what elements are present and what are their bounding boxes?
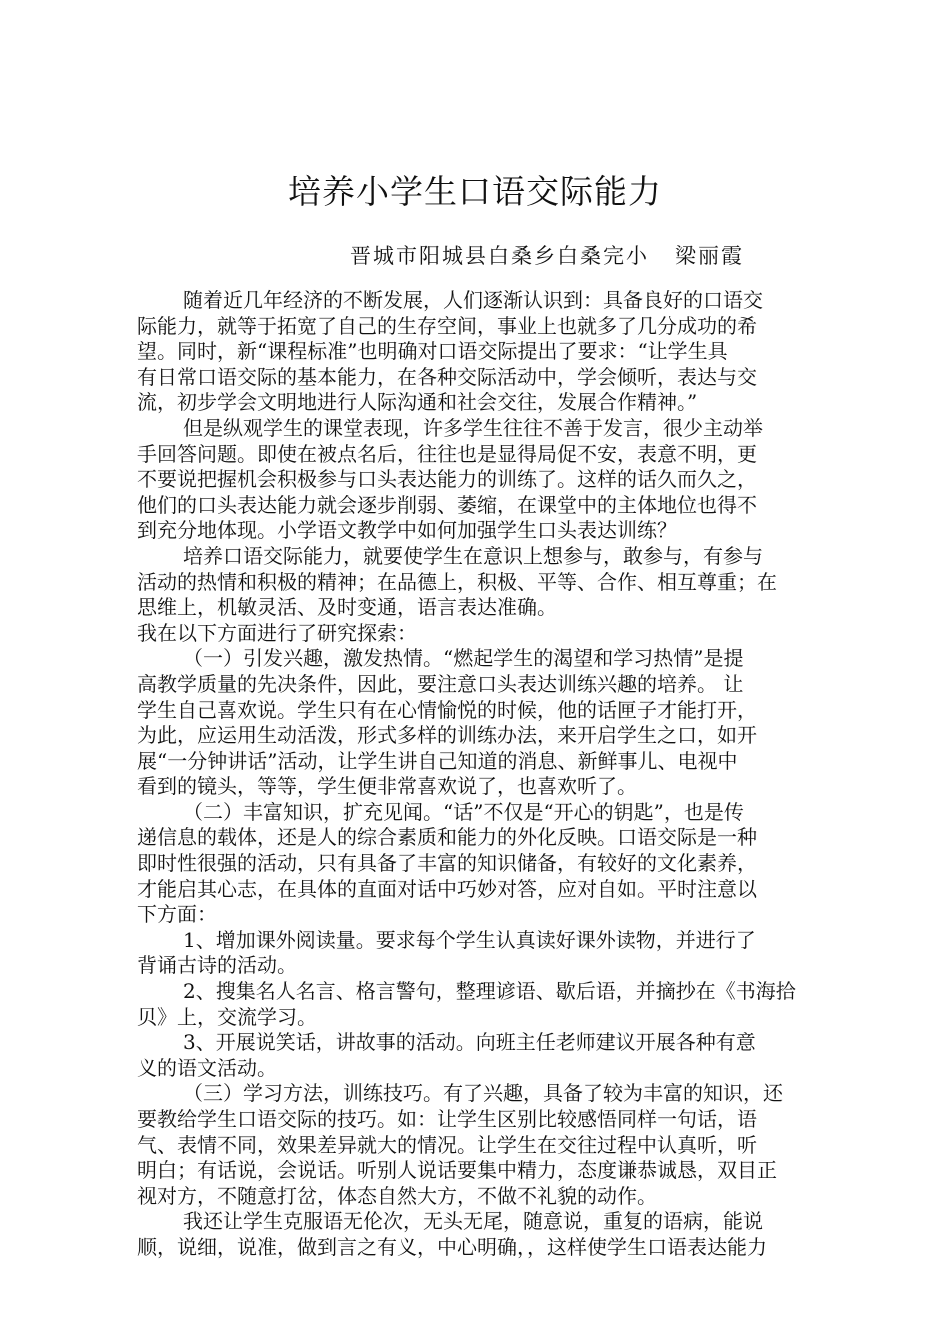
body-text-line: 望。同时，新“课程标准”也明确对口语交际提出了要求：“让学生具 [137,339,728,364]
body-text-line: 背诵古诗的活动。 [137,953,297,978]
body-text-line: 才能启其心志，在具体的直面对话中巧妙对答，应对自如。平时注意以 [137,876,757,901]
body-text-line: 气、表情不同，效果差异就大的情况。让学生在交往过程中认真听，听 [137,1132,757,1157]
author-line: 晋城市阳城县白桑乡白桑完小 梁丽霞 [350,244,745,268]
body-text-line: 即时性很强的活动，只有具备了丰富的知识储备，有较好的文化素养， [137,851,757,876]
body-text-line: 看到的镜头，等等，学生便非常喜欢说了，也喜欢听了。 [137,774,637,799]
body-text-line: 要教给学生口语交际的技巧。如：让学生区别比较感悟同样一句话，语 [137,1107,757,1131]
body-text-line: 随着近几年经济的不断发展，人们逐渐认识到：具备良好的口语交 [183,288,763,312]
body-text-line: 3、开展说笑话，讲故事的活动。向班主任老师建议开展各种有意 [183,1030,756,1055]
body-text-line: 活动的热情和积极的精神；在品德上，积极、平等、合作、相互尊重；在 [137,569,777,594]
body-text-line: 明白；有话说，会说话。听别人说话要集中精力，态度谦恭诚恳，双目正 [137,1158,777,1183]
body-text-line: 下方面： [137,902,217,927]
body-text-line: 展“一分钟讲话”活动，让学生讲自己知道的消息、新鲜事儿、电视中 [137,748,738,773]
body-text-line: 我在以下方面进行了研究探索： [137,620,417,645]
body-text-line: 学生自己喜欢说。学生只有在心情愉悦的时候，他的话匣子才能打开， [137,697,757,722]
body-text-line: 2、搜集名人名言、格言警句，整理谚语、歇后语，并摘抄在《书海拾 [183,979,796,1004]
body-text-line: 顺，说细，说准，做到言之有义，中心明确，，这样使学生口语表达能力 [137,1234,767,1259]
body-text-line: 我还让学生克服语无伦次，无头无尾，随意说，重复的语病，能说 [183,1209,763,1234]
body-text-line: 际能力，就等于拓宽了自己的生存空间，事业上也就多了几分成功的希 [137,313,757,338]
body-text-line: 但是纵观学生的课堂表现，许多学生往往不善于发言，很少主动举 [183,415,763,440]
body-text-line: （二）丰富知识，扩充见闻。“话”不仅是“开心的钥匙”，也是传 [183,799,744,824]
body-text-line: 培养口语交际能力，就要使学生在意识上想参与，敢参与，有参与 [183,543,763,568]
body-text-line: 不要说把握机会积极参与口头表达能力的训练了。这样的话久而久之， [137,467,757,492]
body-text-line: 有日常口语交际的基本能力，在各种交际活动中，学会倾听，表达与交 [137,364,757,389]
body-text-line: 视对方，不随意打岔，体态自然大方，不做不礼貌的动作。 [137,1183,657,1208]
body-text-line: 义的语文活动。 [137,1055,277,1080]
body-text-line: 手回答问题。即使在被点名后，往往也是显得局促不安，表意不明，更 [137,441,757,466]
body-text-line: 贝》上，交流学习。 [137,1004,317,1029]
body-text-line: 1、增加课外阅读量。要求每个学生认真读好课外读物，并进行了 [183,927,756,952]
document-title: 培养小学生口语交际能力 [288,172,662,212]
body-text-line: 流，初步学会文明地进行人际沟通和社会交往，发展合作精神。” [137,390,698,415]
document-body [137,288,861,1261]
body-text-line: 他们的口头表达能力就会逐步削弱、萎缩，在课堂中的主体地位也得不 [137,492,757,517]
body-text-line: 递信息的载体，还是人的综合素质和能力的外化反映。口语交际是一种 [137,825,757,850]
body-text-line: （一）引发兴趣，激发热情。“燃起学生的渴望和学习热情”是提 [183,646,744,671]
body-text-line: 到充分地体现。小学语文教学中如何加强学生口头表达训练？ [137,518,677,543]
body-text-line: 高教学质量的先决条件，因此，要注意口头表达训练兴趣的培养。 让 [137,671,744,696]
body-text-line: 思维上，机敏灵活、及时变通，语言表达准确。 [137,595,557,620]
body-text-line: 为此，应运用生动活泼，形式多样的训练办法，来开启学生之口，如开 [137,723,757,748]
body-text-line: （三）学习方法，训练技巧。有了兴趣，具备了较为丰富的知识，还 [183,1081,783,1106]
